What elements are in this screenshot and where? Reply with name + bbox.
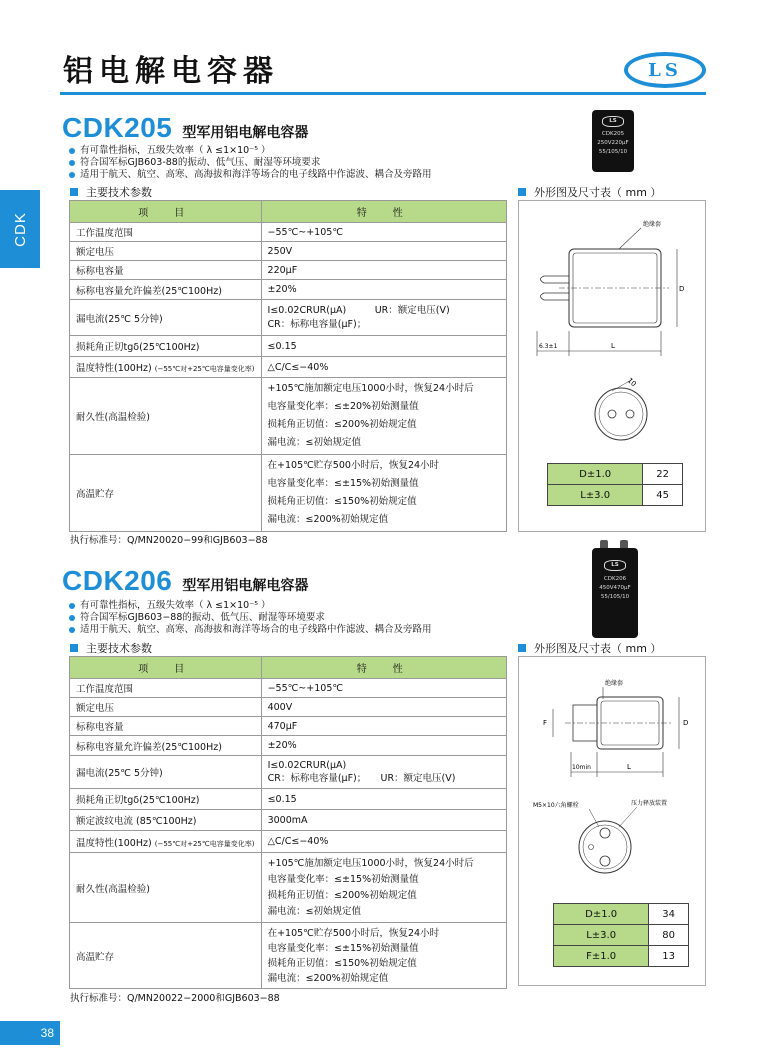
page-number: 38 <box>0 1021 60 1045</box>
table-row: 工作温度范围 −55℃~+105℃ <box>70 679 507 698</box>
feature-item: 适用于航天、航空、高寒、高海拔和海洋等场合的电子线路中作滤波、耦合及旁路用 <box>66 624 506 636</box>
sleeve-label: 绝缘套 <box>605 680 624 687</box>
col-header: 项 目 <box>70 201 262 223</box>
spec-heading: 主要技术参数 <box>70 640 152 656</box>
table-row: 损耗角正切tgδ(25℃100Hz) ≤0.15 <box>70 336 507 357</box>
table-row: 温度特性(100Hz) (−55℃对+25℃电容量变化率) △C/C≤−40% <box>70 831 507 853</box>
capacitor-photo: LS CDK205 250V220μF 55/105/10 <box>592 110 634 172</box>
table-row: 耐久性(高温检验) +105℃施加额定电压1000小时，恢复24小时后 电容量变化率：≤±15%初始测量值 损耗角正切值：≤200%初始规定值 漏电流：≤初始规定值 <box>70 853 507 923</box>
model-subtitle: 型军用铝电解电容器 <box>182 125 309 141</box>
dim-l-label: L <box>611 342 615 350</box>
brand-logo: LS <box>624 52 706 88</box>
model-name: CDK205 <box>62 112 173 143</box>
dim-d-label: D <box>679 285 685 293</box>
spec-heading: 主要技术参数 <box>70 184 152 200</box>
table-row: 工作温度范围 −55℃~+105℃ <box>70 223 507 242</box>
table-row: 额定波纹电流 (85℃100Hz) 3000mA <box>70 810 507 831</box>
dimension-drawing <box>518 656 706 986</box>
col-header: 特 性 <box>261 201 506 223</box>
feature-item: 有可靠性指标，五级失效率（ λ ≤1×10⁻⁵ ） <box>66 600 506 612</box>
dim-l-label: L <box>627 763 631 771</box>
feature-list <box>66 145 506 181</box>
valve-label: 压力释放装置 <box>631 800 668 807</box>
pitch-label: 10 <box>625 376 638 389</box>
product-heading-cdk205 <box>62 112 308 144</box>
table-row: 标称电容量允许偏差(25℃100Hz) ±20% <box>70 280 507 300</box>
table-row: F±1.0 13 <box>554 946 689 967</box>
sleeve-label: 绝缘套 <box>643 221 662 228</box>
spec-table <box>69 200 507 532</box>
feature-item: 符合国军标GJB603-88的振动、低气压、耐湿等环境要求 <box>66 157 506 169</box>
table-row: 标称电容量允许偏差(25℃100Hz) ±20% <box>70 736 507 756</box>
table-row: 高温贮存 在+105℃贮存500小时后，恢复24小时 电容量变化率：≤±15%初始测量值 损耗角正切值：≤150%初始规定值 漏电流：≤200%初始规定值 <box>70 923 507 989</box>
col-header: 项 目 <box>70 657 262 679</box>
table-row: 标称电容量 470μF <box>70 717 507 736</box>
page-title: 铝电解电容器 <box>63 54 279 89</box>
table-row: L±3.0 80 <box>554 925 689 946</box>
square-bullet-icon <box>70 188 78 196</box>
dims-table <box>547 463 683 506</box>
table-row: 额定电压 400V <box>70 698 507 717</box>
spec-table <box>69 656 507 989</box>
feature-item: 有可靠性指标，五级失效率（ λ ≤1×10⁻⁵ ） <box>66 145 506 157</box>
table-row: 耐久性(高温检验) +105℃施加额定电压1000小时，恢复24小时后 电容量变化率：≤±20%初始测量值 损耗角正切值：≤200%初始规定值 漏电流：≤初始规定值 <box>70 378 507 455</box>
col-header: 特 性 <box>261 657 506 679</box>
header-divider <box>60 92 706 95</box>
dim-d-label: D <box>683 719 689 727</box>
model-name: CDK206 <box>62 565 173 596</box>
table-row: 高温贮存 在+105℃贮存500小时后，恢复24小时 电容量变化率：≤±15%初始测量值 损耗角正切值：≤150%初始规定值 漏电流：≤200%初始规定值 <box>70 455 507 532</box>
capacitor-photo: LS CDK206 450V470μF 55/105/10 <box>592 540 638 640</box>
dim-f-label: F <box>543 719 548 727</box>
dims-heading: 外形图及尺寸表（ mm ） <box>518 184 661 200</box>
standard-note: 执行标准号：Q/MN20020−99和GJB603−88 <box>70 535 268 546</box>
model-subtitle: 型军用铝电解电容器 <box>182 578 309 594</box>
table-row: 漏电流(25℃ 5分钟) I≤0.02CRUR(μA) CR：标称电容量(μF)； UR：额定电压(V) <box>70 756 507 789</box>
table-row: 温度特性(100Hz) (−55℃对+25℃电容量变化率) △C/C≤−40% <box>70 357 507 378</box>
square-bullet-icon <box>70 644 78 652</box>
product-heading-cdk206 <box>62 565 308 597</box>
square-bullet-icon <box>518 644 526 652</box>
dimension-drawing <box>518 200 706 532</box>
table-row: 漏电流(25℃ 5分钟) I≤0.02CRUR(μA) UR：额定电压(V) CR：标称电容量(μF)； <box>70 300 507 336</box>
lead-length-label: 6.3±1 <box>539 343 558 350</box>
feature-item: 适用于航天、航空、高寒、高海拔和海洋等场合的电子线路中作滤波、耦合及旁路用 <box>66 169 506 181</box>
table-row: D±1.0 34 <box>554 904 689 925</box>
dims-heading: 外形图及尺寸表（ mm ） <box>518 640 661 656</box>
table-row: 额定电压 250V <box>70 242 507 261</box>
lead-length-label: 10min <box>572 764 591 771</box>
standard-note: 执行标准号：Q/MN20022−2000和GJB603−88 <box>70 993 280 1004</box>
table-row: 标称电容量 220μF <box>70 261 507 280</box>
square-bullet-icon <box>518 188 526 196</box>
table-row: L±3.0 45 <box>548 485 683 506</box>
screw-label: M5×10六角螺栓 <box>533 802 579 809</box>
side-tab: CDK <box>0 190 40 268</box>
table-row: 损耗角正切tgδ(25℃100Hz) ≤0.15 <box>70 789 507 810</box>
feature-item: 符合国军标GJB603−88的振动、低气压、耐湿等环境要求 <box>66 612 506 624</box>
table-row: D±1.0 22 <box>548 464 683 485</box>
feature-list <box>66 600 506 636</box>
dims-table <box>553 903 689 967</box>
